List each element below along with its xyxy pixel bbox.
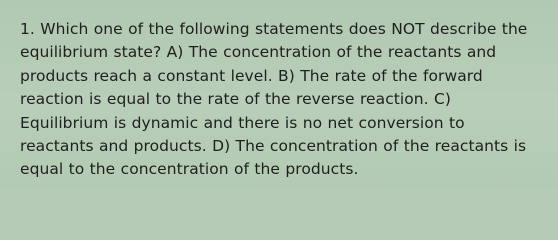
question-text: 1. Which one of the following statements does NOT describe the equilibrium state? A) The concentration of the reactants and products reach a constant level. B) The rate of the forward reaction is equal to the rate of the reverse reaction. C) Equilibrium is dynamic and there is no net conversion to reactants and products. D) The concentration of the reactants is equal to the concentration of the products. xyxy=(20,20,528,179)
